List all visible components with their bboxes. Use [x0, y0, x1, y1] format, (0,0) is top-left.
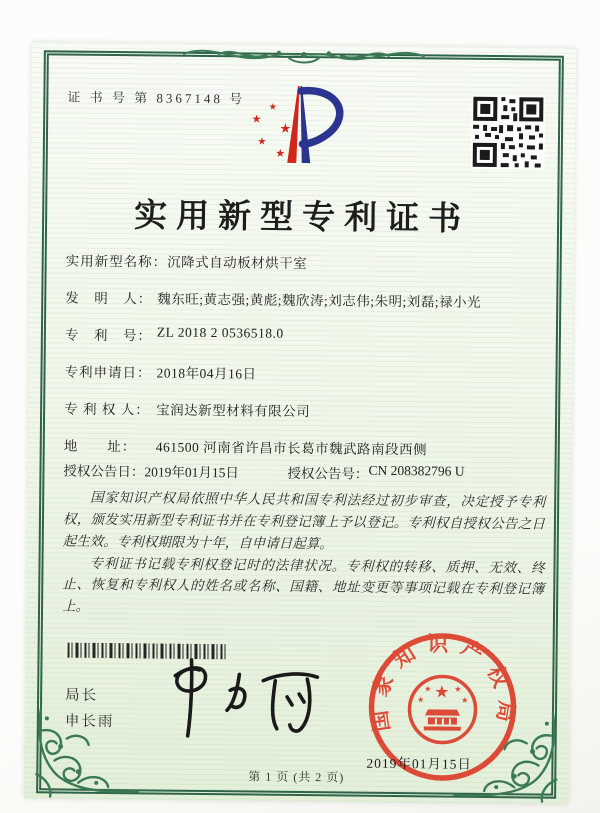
- seal-text: 国家知识产权局: [366, 631, 520, 735]
- field-value: CN 208382796 U: [368, 462, 465, 479]
- field-row-grant: [63, 460, 545, 483]
- bottom-left-ornament: [26, 678, 142, 799]
- seal-star-icon: ★: [461, 695, 469, 705]
- page-footer: 第 1 页 (共 2 页): [248, 769, 345, 785]
- field-rows: [63, 250, 547, 483]
- field-row-filing-date: [64, 361, 546, 384]
- field-label: 专 利 号：: [64, 327, 152, 344]
- seal-star-icon: ★: [424, 684, 432, 694]
- field-label: 发 明 人：: [65, 290, 153, 307]
- field-row-patent-number: [65, 324, 547, 347]
- logo-star-icon: ★: [268, 102, 277, 113]
- top-border-ornament: [179, 41, 429, 74]
- field-row-patentee: [64, 398, 546, 421]
- seal-date: 2019年01月15日: [366, 755, 473, 772]
- field-value: 沉降式自动板材烘干室: [167, 254, 308, 272]
- field-label: 专利申请日：: [64, 364, 152, 381]
- field-value: 魏东旺;黄志强;黄彪;魏欣涛;刘志伟;朱明;刘磊;禄小光: [157, 291, 482, 310]
- logo-star-icon: ★: [251, 112, 262, 126]
- grant-date-pair: [63, 460, 287, 480]
- director-title: 局长: [65, 687, 99, 704]
- field-value: 宝润达新型材料有限公司: [156, 402, 311, 420]
- logo-star-icon: ★: [275, 146, 286, 160]
- field-value: 2018年04月16日: [156, 365, 257, 382]
- field-value: 461500 河南省许昌市长葛市魏武路南段西侧: [155, 439, 428, 458]
- certificate-number: 证 书 号 第 8367148 号: [67, 89, 246, 107]
- logo-star-icon: ★: [279, 121, 292, 137]
- seal-star-icon: ★: [454, 684, 462, 694]
- field-label: 授权公告日：: [63, 463, 145, 480]
- signature-icon: [147, 651, 333, 745]
- cnipa-logo-icon: [242, 82, 355, 167]
- field-row-inventors: [65, 287, 547, 310]
- legal-paragraph-2: 专利证书记载专利权登记时的法律状况。专利权的转移、质押、无效、终止、恢复和专利权人的姓名或名称、国籍、地址变更等事项记载在专利登记簿上。: [61, 555, 545, 615]
- bottom-right-ornament: [451, 683, 567, 804]
- field-row-name: [66, 250, 548, 273]
- qr-code: [471, 95, 546, 170]
- grant-number-pair: [287, 462, 464, 482]
- field-value: ZL 2018 2 0536518.0: [156, 324, 284, 341]
- legal-paragraph-1: 国家知识产权局依照中华人民共和国专利法经过初步审查，决定授予专利权，颁发实用新型专利证书并在专利登记簿上予以登记。专利权自授权公告之日起生效。专利权期限为十年，自申请日起算。: [62, 489, 546, 552]
- field-row-address: [64, 435, 546, 458]
- logo-star-icon: ★: [257, 136, 267, 148]
- field-label: 实用新型名称：: [65, 253, 168, 270]
- field-value: 2019年01月15日: [144, 464, 240, 481]
- field-label: 地 址：: [63, 438, 137, 455]
- field-label: 授权公告号：: [287, 465, 369, 482]
- legal-text: [62, 487, 545, 623]
- seal-star-icon: ★: [417, 695, 425, 705]
- certificate-title: 实用新型专利证书: [133, 198, 471, 238]
- seal-star-icon: ★: [434, 682, 450, 703]
- certificate-page: [24, 42, 576, 804]
- field-label: 专 利 权 人：: [64, 401, 150, 418]
- director-name: 申长雨: [64, 713, 115, 731]
